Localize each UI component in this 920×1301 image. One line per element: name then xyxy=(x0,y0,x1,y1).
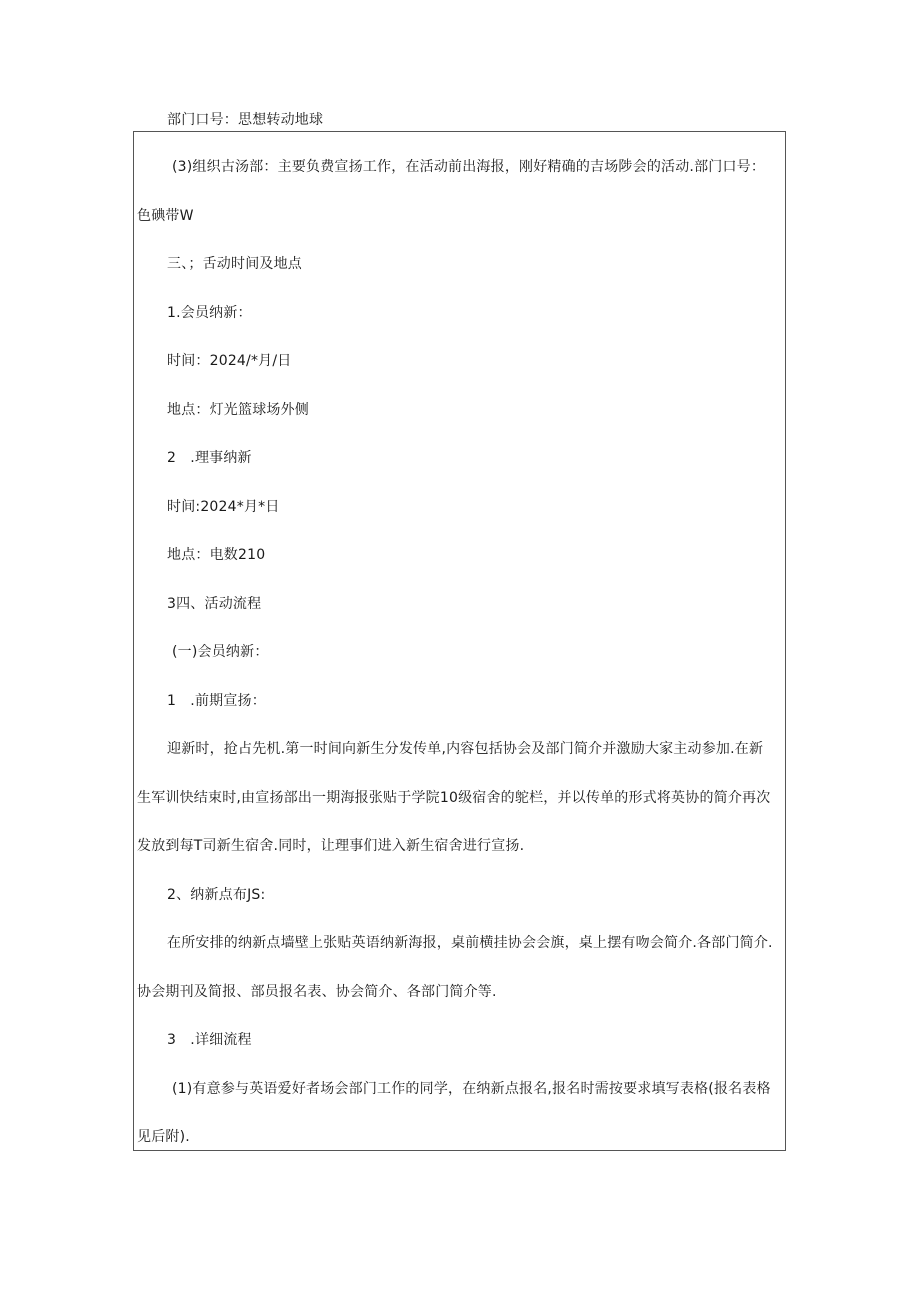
subsection-heading: 1 .前期宣扬： xyxy=(167,693,266,709)
paragraph-line: 在所安排的纳新点墙壁上张贴英语纳新海报，桌前横挂协会会旗，桌上摆有吻会简介.各部门简介. xyxy=(167,935,773,951)
paragraph-line: 见后附). xyxy=(137,1129,190,1145)
paragraph-line: (1)有意参与英语爱好者场会部门工作的同学，在纳新点报名,报名时需按要求填写表格(报名表格 xyxy=(172,1081,771,1097)
paragraph-line: (3)组织古汤部：主要负费宣扬工作，在活动前出海报，刚好精确的吉场陟会的活动.部门口号： xyxy=(172,159,766,175)
subsection-heading: 2 .理事纳新 xyxy=(167,450,252,466)
paragraph-line: 生军训快结束时,由宣扬部出一期海报张贴于学院10级宿舍的鸵栏，并以传单的形式将英协的简介再次 xyxy=(137,790,771,806)
section-heading: 三、；舌动时间及地点 xyxy=(167,256,302,272)
subsection-heading: 3 .详细流程 xyxy=(167,1032,252,1048)
paragraph-line: 地点：电数210 xyxy=(167,547,266,563)
header-slogan: 部门口号：思想转动地球 xyxy=(167,112,324,128)
subsection-heading: (一)会员纳新： xyxy=(172,644,269,660)
section-heading: 3四、活动流程 xyxy=(167,596,262,612)
paragraph-line: 时间：2024/*月/日 xyxy=(167,353,292,369)
paragraph-line: 地点：灯光篮球场外侧 xyxy=(167,402,309,418)
paragraph-line: 色碘带W xyxy=(137,208,194,224)
paragraph-line: 协会期刊及简报、部员报名表、协会简介、各部门简介等. xyxy=(137,984,497,1000)
subsection-heading: 1.会员纳新： xyxy=(167,305,252,321)
paragraph-line: 时间:2024*月*日 xyxy=(167,499,280,515)
subsection-heading: 2、纳新点布JS: xyxy=(167,887,266,903)
paragraph-line: 迎新时，抢占先机.第一时间向新生分发传单,内容包括协会及部门简介并激励大家主动参加.在新 xyxy=(167,741,764,757)
paragraph-line: 发放到每T司新生宿舍.同时，让理事们进入新生宿舍进行宣扬. xyxy=(137,838,525,854)
